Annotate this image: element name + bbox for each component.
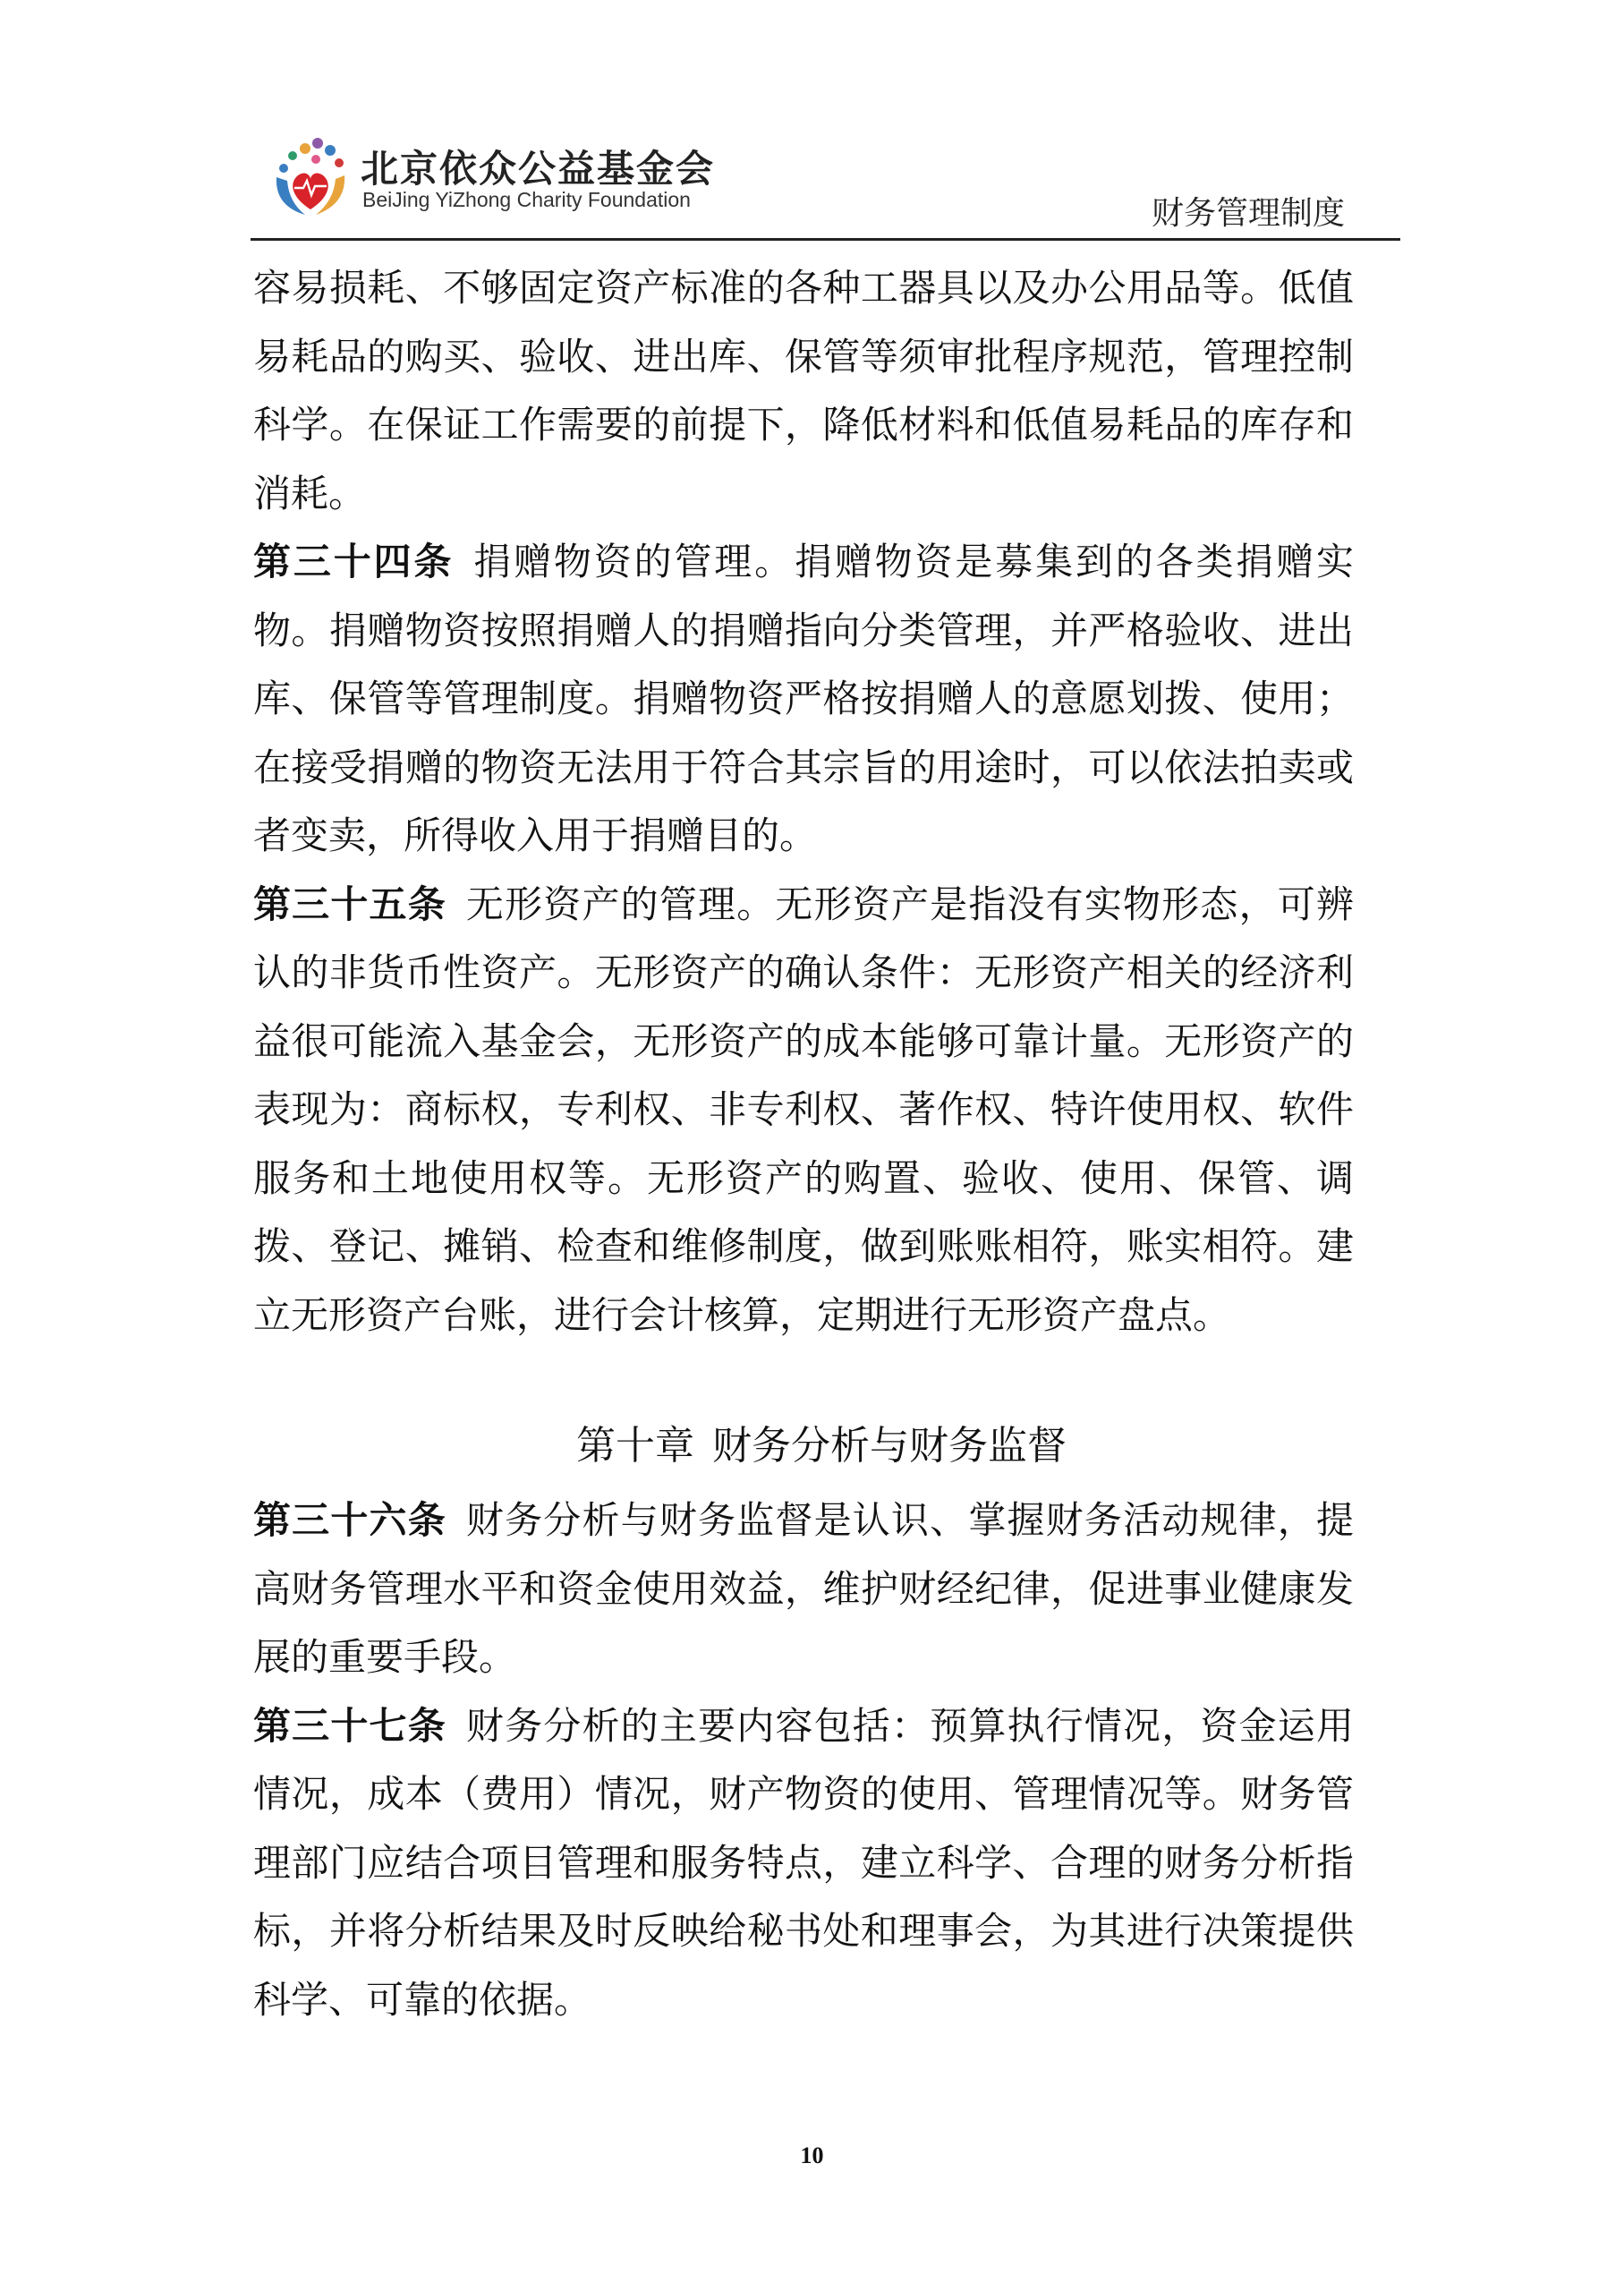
chapter-number: 第十章 <box>576 1423 694 1469</box>
charity-logo-icon <box>264 131 353 220</box>
document-title: 财务管理制度 <box>1151 195 1345 232</box>
article-35 <box>253 871 1354 1350</box>
document-body <box>253 254 1354 2034</box>
article-number: 第三十五条 <box>253 881 446 926</box>
article-number: 第三十四条 <box>253 540 455 583</box>
chapter-title: 财务分析与财务监督 <box>712 1423 1067 1469</box>
organization-name-en: BeiJing YiZhong Charity Foundation <box>362 188 691 211</box>
article-text: 财务分析与财务监督是认识、掌握财务活动规律，提高财务管理水平和资金使用效益，维护财经纪律，促进事业健康发展的重要手段。 <box>253 1498 1354 1679</box>
page-number: 10 <box>800 2142 824 2168</box>
paragraph-text: 容易损耗、不够固定资产标准的各种工器具以及办公用品等。低值易耗品的购买、验收、进出库、保管等须审批程序规范，管理控制科学。在保证工作需要的前提下，降低材料和低值易耗品的库存和消耗。 <box>253 266 1354 515</box>
article-text: 捐赠物资的管理。捐赠物资是募集到的各类捐赠实物。捐赠物资按照捐赠人的捐赠指向分类管理，并严格验收、进出库、保管等管理制度。捐赠物资严格按捐赠人的意愿划拨、使用；在接受捐赠的物资无法用于符合其宗旨的用途时，可以依法拍卖或者变卖，所得收入用于捐赠目的。 <box>253 540 1354 857</box>
article-number: 第三十六条 <box>253 1498 446 1542</box>
paragraph-continuation <box>253 254 1354 528</box>
header-divider <box>251 238 1400 241</box>
article-37 <box>253 1692 1354 2035</box>
article-number: 第三十七条 <box>253 1703 446 1748</box>
organization-name-cn: 北京依众公益基金会 <box>361 147 716 191</box>
article-text: 财务分析的主要内容包括：预算执行情况，资金运用情况，成本（费用）情况，财产物资的使用、管理情况等。财务管理部门应结合项目管理和服务特点，建立科学、合理的财务分析指标，并将分析结果及时反映给秘书处和理事会，为其进行决策提供科学、可靠的依据。 <box>253 1703 1354 2022</box>
chapter-heading <box>253 1406 1354 1486</box>
article-34 <box>253 528 1354 871</box>
article-text: 无形资产的管理。无形资产是指没有实物形态，可辨认的非货币性资产。无形资产的确认条件：无形资产相关的经济利益很可能流入基金会，无形资产的成本能够可靠计量。无形资产的表现为：商标权，专利权、非专利权、著作权、特许使用权、软件服务和土地使用权等。无形资产的购置、验收、使用、保管、调拨、登记、摊销、检查和维修制度，做到账账相符，账实相符。建立无形资产台账，进行会计核算，定期进行无形资产盘点。 <box>253 881 1354 1337</box>
article-36 <box>253 1486 1354 1692</box>
page-header <box>264 123 1400 240</box>
section-spacer <box>253 1350 1354 1406</box>
